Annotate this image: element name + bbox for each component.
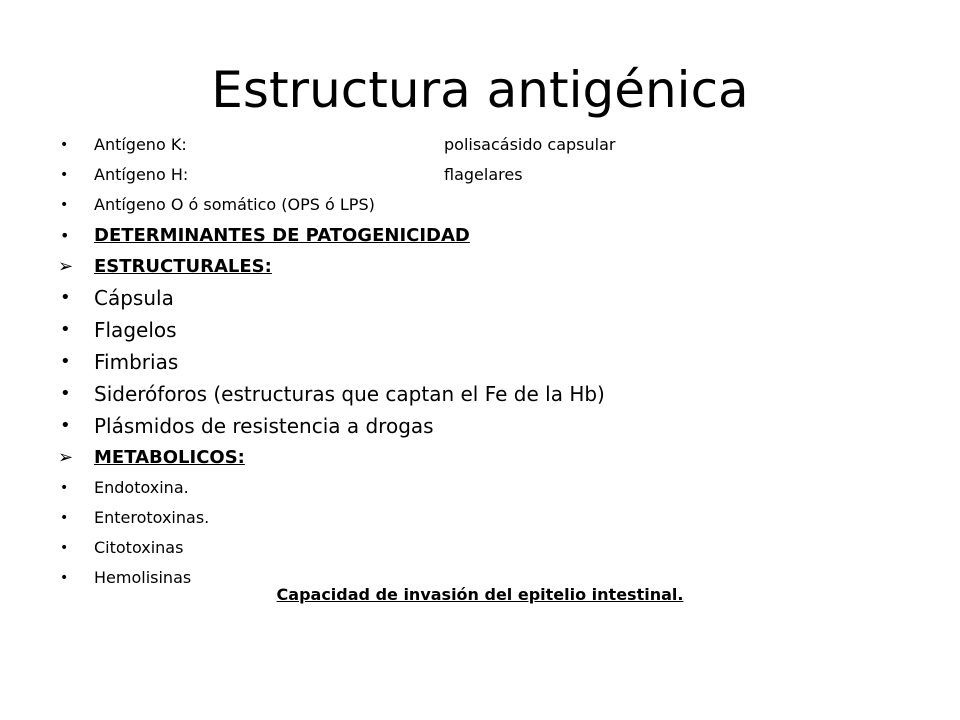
bullet-dot-icon: • xyxy=(60,540,69,556)
list-item-antigen-h xyxy=(58,160,918,190)
bullet-dot-icon: • xyxy=(60,415,71,436)
list-item-metabolic-heading xyxy=(58,442,918,473)
bullet-dot-icon: • xyxy=(60,197,69,213)
structural-item: Sideróforos (estructuras que captan el Fe de la Hb) xyxy=(94,382,605,406)
metabolic-heading: METABOLICOS: xyxy=(94,447,245,468)
antigen-name: Antígeno K: xyxy=(94,135,187,154)
determinants-heading: DETERMINANTES DE PATOGENICIDAD xyxy=(94,225,470,246)
bullet-dot-icon: • xyxy=(60,510,69,526)
structural-item: Plásmidos de resistencia a drogas xyxy=(94,414,434,438)
structural-item: Fimbrias xyxy=(94,350,179,374)
bullet-dot-icon: • xyxy=(60,383,71,404)
list-item-structural xyxy=(58,410,918,442)
list-item-structural xyxy=(58,282,918,314)
list-item-determinants xyxy=(58,220,918,251)
bullet-dot-icon: • xyxy=(60,137,69,153)
bullet-dot-icon: • xyxy=(60,167,69,183)
list-item-structural xyxy=(58,378,918,410)
metabolic-item: Hemolisinas xyxy=(94,568,192,587)
structural-item: Flagelos xyxy=(94,318,177,342)
bullet-dot-icon: • xyxy=(60,480,69,496)
list-item-structural-heading xyxy=(58,251,918,282)
arrow-bullet-icon: ➢ xyxy=(58,256,74,277)
list-item-structural xyxy=(58,314,918,346)
antigen-desc: polisacásido capsular xyxy=(444,135,616,154)
bullet-dot-icon: • xyxy=(60,226,70,245)
metabolic-item: Endotoxina. xyxy=(94,478,189,497)
metabolic-item: Citotoxinas xyxy=(94,538,184,557)
bullet-dot-icon: • xyxy=(60,287,71,308)
list-item-antigen-k xyxy=(58,130,918,160)
slide-title: Estructura antigénica xyxy=(211,61,749,119)
structural-item: Cápsula xyxy=(94,286,174,310)
antigen-name: Antígeno O ó somático (OPS ó LPS) xyxy=(94,195,375,214)
bullet-dot-icon: • xyxy=(60,570,69,586)
antigen-desc: flagelares xyxy=(444,165,523,184)
list-item-metabolic xyxy=(58,533,918,563)
bullet-dot-icon: • xyxy=(60,351,71,372)
bullet-dot-icon: • xyxy=(60,319,71,340)
footer-note: Capacidad de invasión del epitelio intestinal. xyxy=(276,585,684,604)
arrow-bullet-icon: ➢ xyxy=(58,447,74,468)
list-item-metabolic xyxy=(58,473,918,503)
structural-heading: ESTRUCTURALES: xyxy=(94,256,272,277)
bullet-list xyxy=(58,130,918,593)
antigen-name: Antígeno H: xyxy=(94,165,189,184)
list-item-antigen-o xyxy=(58,190,918,220)
list-item-structural xyxy=(58,346,918,378)
metabolic-item: Enterotoxinas. xyxy=(94,508,210,527)
list-item-metabolic xyxy=(58,503,918,533)
